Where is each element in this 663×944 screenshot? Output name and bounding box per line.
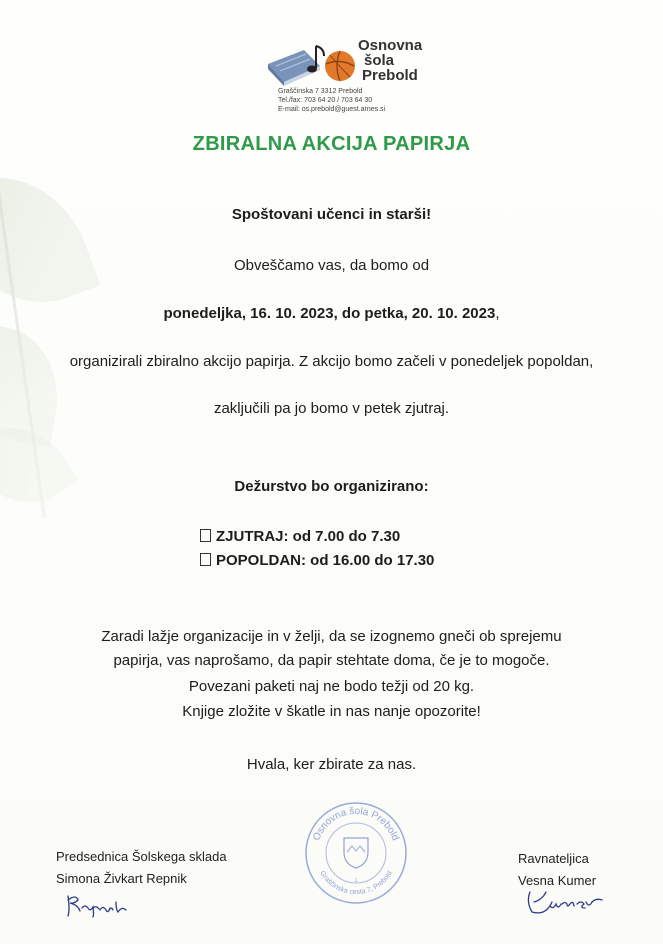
- paragraph-line: Zaradi lažje organizacije in v želji, da se izognemo gneči ob sprejemu: [101, 628, 562, 645]
- checkbox-icon: [200, 553, 211, 566]
- school-email: E-mail: os.prebold@guest.arnes.si: [278, 106, 386, 113]
- signature-right-name: Vesna Kumer: [518, 873, 597, 888]
- duty-afternoon: [200, 552, 434, 569]
- duty-heading: Dežurstvo bo organizirano:: [234, 478, 429, 495]
- school-stamp: [303, 800, 409, 906]
- dates-suffix: ,: [495, 305, 500, 322]
- duty-afternoon-text: POPOLDAN: od 16.00 do 17.30: [216, 552, 435, 569]
- coat-of-arms-icon: [344, 838, 368, 868]
- school-phone: Tel./fax: 703 64 20 / 703 64 30: [278, 97, 373, 104]
- dates-text: ponedeljka, 16. 10. 2023, do petka, 20. 10. 2023: [163, 305, 496, 322]
- stamp-top-text: Osnovna šola Prebold: [311, 805, 401, 843]
- signature-right-role: Ravnateljica: [518, 851, 589, 866]
- handwritten-signature-right: [522, 888, 622, 918]
- svg-text:Osnovna šola Prebold: [311, 806, 400, 842]
- greeting: Spoštovani učenci in starši!: [231, 206, 432, 223]
- logo-book-ball-icon: [266, 42, 358, 86]
- stamp-number: 1: [354, 878, 358, 884]
- school-name-line: Osnovna: [358, 37, 423, 54]
- duty-morning-text: ZJUTRAJ: od 7.00 do 7.30: [216, 528, 401, 545]
- signature-left-name: Simona Živkart Repnik: [56, 871, 187, 886]
- paragraph-line: Povezani paketi naj ne bodo težji od 20 kg.: [188, 678, 475, 695]
- paragraph-line: papirja, vas naprošamo, da papir stehtate doma, če je to mogoče.: [113, 652, 550, 669]
- school-name-line: Prebold: [362, 67, 418, 84]
- signature-right: [518, 848, 596, 892]
- signature-left-role: Predsednica Šolskega sklada: [56, 849, 227, 864]
- school-name: [358, 38, 422, 83]
- thanks-line: Hvala, ker zbirate za nas.: [246, 756, 417, 773]
- checkbox-icon: [200, 529, 211, 542]
- duty-morning: [200, 528, 400, 545]
- inform-line: Obveščamo vas, da bomo od: [233, 257, 430, 274]
- signature-left: [56, 846, 227, 890]
- school-address: Graščinska 7 3312 Prebold: [278, 88, 363, 95]
- dates-line: [0, 305, 663, 322]
- organized-line: organizirali zbiralno akcijo papirja. Z akcijo bomo začeli v ponedeljek popoldan,: [69, 353, 594, 370]
- paragraph-line: Knjige zložite v škatle in nas nanje opozorite!: [182, 703, 481, 720]
- document-title: ZBIRALNA AKCIJA PAPIRJA: [192, 133, 471, 155]
- stamp-bottom-text: Graščinska cesta 7, Prebold: [318, 869, 394, 897]
- school-name-line: šola: [364, 52, 395, 69]
- handwritten-signature-left: [64, 890, 134, 920]
- closing-line: zaključili pa jo bomo v petek zjutraj.: [213, 400, 450, 417]
- school-contact: [278, 87, 438, 114]
